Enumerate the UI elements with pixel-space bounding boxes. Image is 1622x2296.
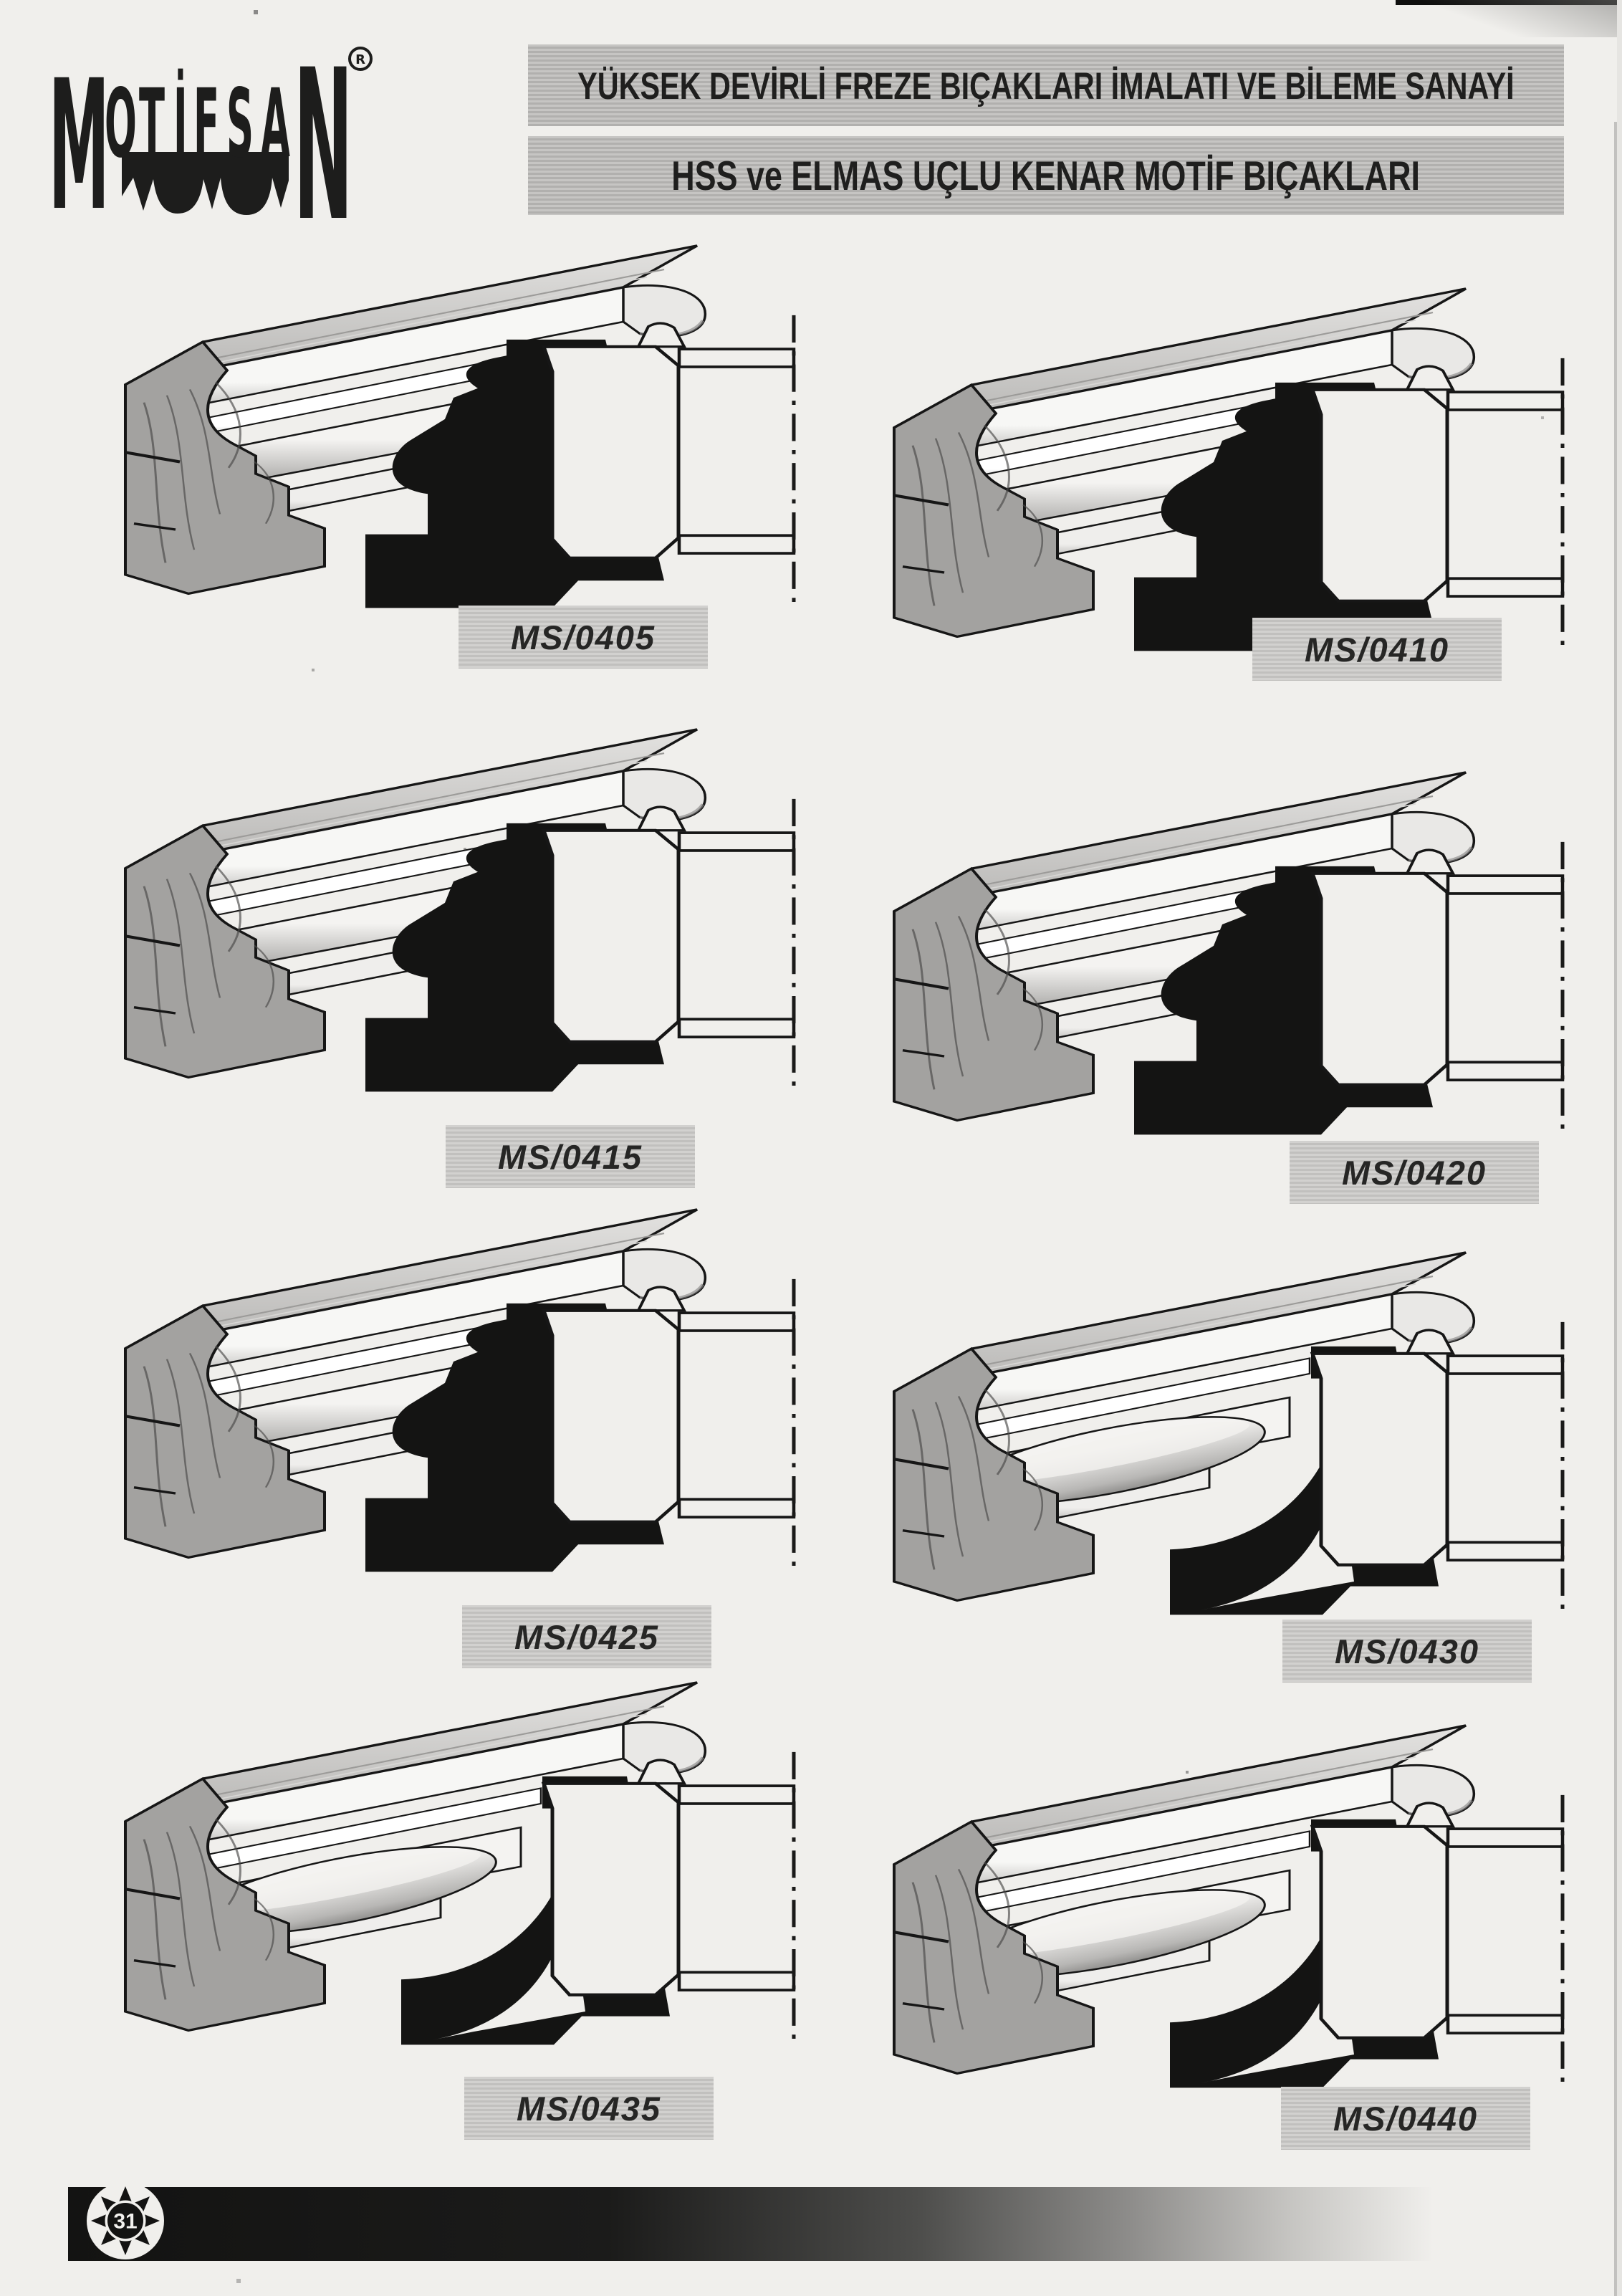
product-code-plate [1282,1620,1532,1683]
molding-profile-illustration [808,720,1582,1136]
product-code-plate [459,606,708,669]
header-title: YÜKSEK DEVİRLİ FREZE BIÇAKLARI İMALATI VE BİLEME SANAYİ [577,64,1515,107]
logo-letter: S [226,68,254,179]
registered-mark-letter: R [355,52,365,67]
product-code: MS/0410 [1304,630,1450,669]
molding-profile-illustration [39,193,813,609]
product-code: MS/0430 [1334,1632,1480,1670]
footer-bar [68,2187,1490,2261]
product-code-plate [1281,2087,1530,2150]
page-number-badge-art [78,2182,173,2266]
molding-profile-illustration [808,1673,1582,2089]
molding-profile-illustration [39,677,813,1093]
logo-letter: O [105,68,137,179]
product-code-plate [464,2077,714,2140]
product-code: MS/0405 [510,618,656,656]
molding-profile-illustration [808,1200,1582,1616]
logo-letter: A [261,68,290,179]
product-code-plate [446,1125,695,1188]
scan-edge-artifact [1617,0,1622,2296]
scan-corner-shadow [1407,0,1622,37]
page-number: 31 [113,2209,138,2234]
product-code: MS/0415 [497,1137,643,1176]
scan-dust-specks [0,0,1,1]
product-code-plate [1252,618,1502,681]
product-code: MS/0425 [514,1617,660,1656]
page-number-badge [78,2182,173,2266]
molding-profile-illustration [39,1157,813,1573]
logo-letter: M [49,42,110,225]
logo-letter: F [193,68,220,179]
header-banner-primary [528,44,1564,126]
molding-profile-illustration [39,1630,813,2046]
product-code: MS/0440 [1333,2099,1479,2138]
logo-letter: T [139,68,165,179]
logo-letter: N [294,26,353,225]
molding-profile-illustration [808,236,1582,652]
product-code: MS/0420 [1341,1153,1487,1192]
header-subtitle: HSS ve ELMAS UÇLU KENAR MOTİF BIÇAKLARI [671,153,1421,198]
product-code-plate [1290,1141,1539,1204]
product-code-plate [462,1605,711,1668]
logo-letter: İ [173,68,188,179]
product-code: MS/0435 [516,2089,662,2128]
